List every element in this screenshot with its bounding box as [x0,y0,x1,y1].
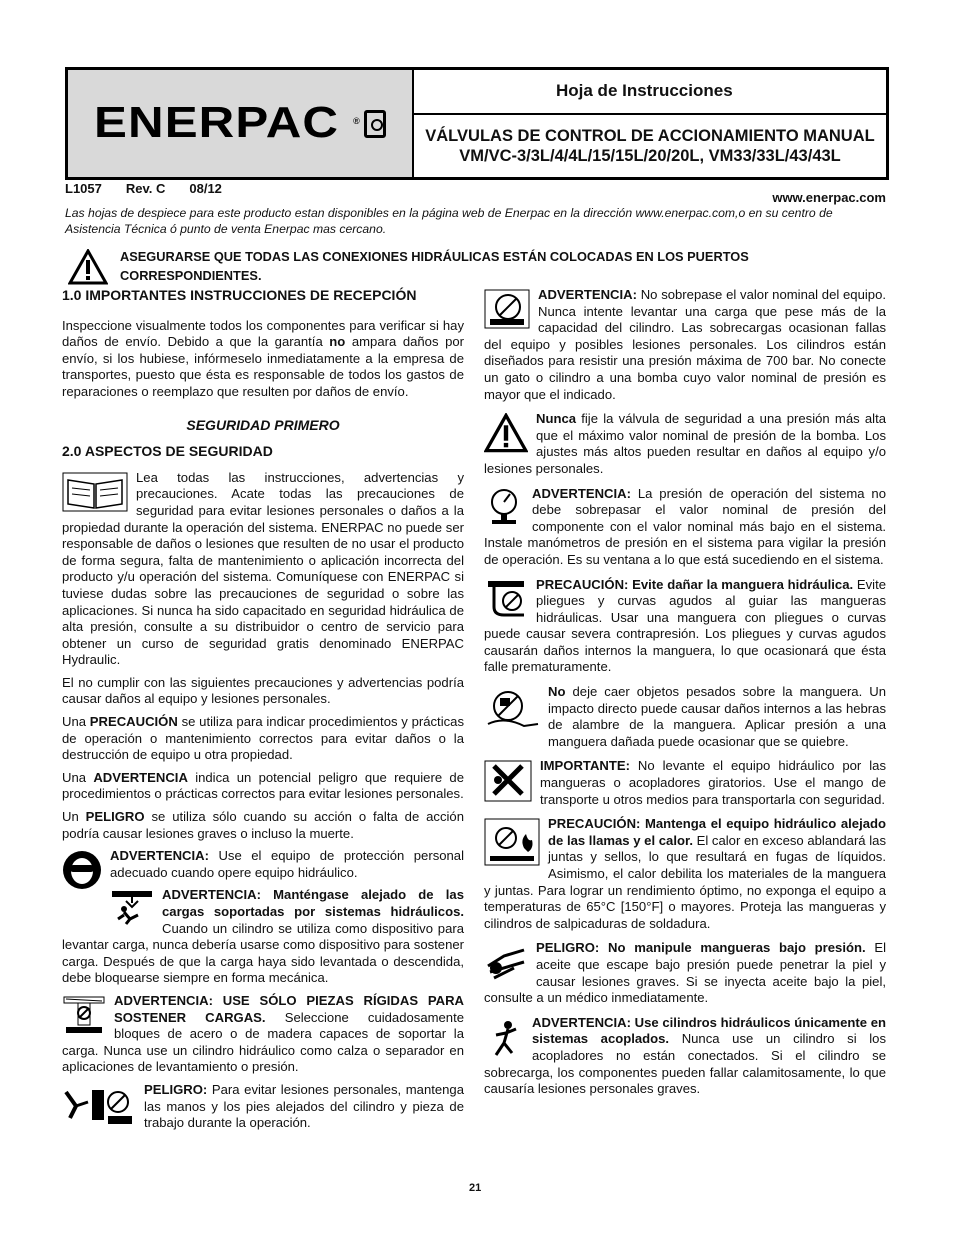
safety-text: Lea todas las instrucciones, advertencias y precauciones. Acate todas las precauciones de seguridad para evitar lesiones personales o daños a la propiedad durante la operación del sistema. ENERPAC no puede ser responsable de daños o lesiones que resulten de no usar el producto de forma segura, falta de mantenimiento o aplicación incorrecta del producto y/u operación del sistema. Comuníquese con ENERPAC si tuviese dudas sobre las precauciones de seguridad o sobre las aplicaciones. Si nunca ha sido capacitado en seguridad hidráulica de alta presión, consulte a su distribuidor o centro de servicio para obtener un curso de seguridad gratis denominado ENERPAC Hydraulic. [62,469,464,668]
doc-type: Hoja de Instrucciones [414,70,886,115]
danger-pressurized-hose: PELIGRO: No manipule mangueras bajo presión. El aceite que escape bajo presión puede penetrar la piel y causar lesiones graves. Si se inyecta aceite bajo la piel, consulte a un médico inmediatamente. [484,940,887,1006]
falling-load-icon [110,889,154,925]
manual-book-icon [62,472,128,512]
header [65,67,889,180]
safety-first: SEGURIDAD PRIMERO [186,416,340,433]
warning-triangle-icon [484,413,528,453]
receiving-text: Inspeccione visualmente todos los componentes para verificar si hay daños de envío. Debido a que la garantía no ampara daños por envío, si los hubiese, infórmeselo inmediatamente a la empresa de transportes, puesto que ésta es responsable de todos los gastos de reparaciones o reemplazo que resulten por daños de envío. [62,317,464,399]
rigid-support-icon [62,995,106,1035]
danger-hands-feet: PELIGRO: Para evitar lesiones personales, mantenga las manos y los pies alejados del cilindro y pieza de trabajo durante la operación. [62,1082,464,1132]
warning-definition: Una ADVERTENCIA indica un potencial peligro que requiere de procedimientos o prácticas correctos para evitar lesiones personales. [62,769,464,802]
logo-box [68,70,414,177]
danger-definition: Un PELIGRO se utiliza sólo cuando su acción o falta de acción podría causar lesiones graves o incluso la muerte. [62,809,464,841]
doc-title: VÁLVULAS DE CONTROL DE ACCIONAMIENTO MANUAL VM/VC-3/3L/4/4L/15/15L/20/20L, VM33/33L/43/43L [425,127,875,165]
top-warning: ASEGURARSE QUE TODAS LAS CONEXIONES HIDRÁULICAS ESTÁN COLOCADAS EN LOS PUERTOS CORRESPONDIENTES. [120,249,749,283]
never-relief-valve: Nunca fije la válvula de seguridad a una presión más alta que el máximo valor nominal de presión de la bomba. Los ajustes más altos pueden resultar en daños al equipo y/o lesiones personales. [484,411,886,476]
no-heavy-objects: No deje caer objetos pesados sobre la manguera. Un impacto directo puede causar daños internos a las hebras de alambre de la manguera. Aplicar presión a una manguera dañada puede ocasionar que se quiebre. [484,684,886,750]
website: www.enerpac.com [772,190,886,205]
protective-goggles-icon [62,850,102,890]
right-column [484,287,886,1104]
warning-coupled-systems: ADVERTENCIA: Use cilindros hidráulicos únicamente en sistemas acoplados. Nunca use un cilindro si los acopladores no están conectados. Si el cilindro se sobrecarga, los componentes pueden fallar calamitosamente, lo que causaría lesiones personales graves. [484,1014,886,1097]
warning-supported-loads: ADVERTENCIA: Manténgase alejado de las cargas soportadas por sistemas hidráulicos. Cuando un cilindro se utiliza como dispositivo para levantar carga, nunca debería usarse como dispositivo para sostener carga. Después de que la carga haya sido levantada o descendida, debe bloquearse siempre en forma mecánica. [62,887,464,986]
overload-icon [484,289,530,329]
hose-kink-icon [484,579,528,619]
pressure-gauge-icon [484,488,524,526]
oil-injection-icon [484,942,528,982]
warning-pressure: ADVERTENCIA: La presión de operación del sistema no debe sobrepasar el valor nominal de presión del componente con el valor nominal más bajo en el sistema. Instale manómetros de presión en el sistema para vigilar la presión de operación. Es su ventana a lo que está sucediendo en el sistema. [484,485,886,567]
safety-text-2: El no cumplir con las siguientes precauciones y advertencias podría causar daños al equipo y lesiones personales. [62,674,464,707]
warning-rigid-parts: ADVERTENCIA: USE SÓLO PIEZAS RÍGIDAS PARA SOSTENER CARGAS. Seleccione cuidadosamente bloques de acero o de madera capaces de soportar la carga. Nunca use un cilindro hidráulico como calza o separador en aplicaciones de levantamiento o presión. [62,992,465,1075]
logo-mark-icon [364,110,386,138]
logo-text: ENERPAC [94,98,340,148]
enerpac-logo: ENERPAC ® [94,110,386,138]
title-box [414,70,886,177]
section-2-heading: 2.0 ASPECTOS DE SEGURIDAD [62,443,273,460]
doc-meta: L1057 Rev. C 08/12 [65,181,222,196]
warning-triangle-icon [68,249,108,285]
parts-note: Las hojas de despiece para este producto estan disponibles en la página web de Enerpac en la dirección www.enerpac.com,o en su centro de Asistencia Técnica ó punto de venta Enerpac mas cercano. [65,206,833,236]
no-lift-by-hose-icon [484,760,532,802]
hose-impact-icon [484,686,540,732]
warning-ppe: ADVERTENCIA: Use el equipo de protección personal adecuado cuando opere equipo hidráulico. [62,848,464,881]
caution-definition: Una PRECAUCIÓN se utiliza para indicar procedimientos y prácticas de operación o mantenimiento correctos para evitar daños o la destrucción de equipo u otra propiedad. [62,714,464,763]
hand-crush-icon [62,1084,136,1126]
caution-heat: PRECAUCIÓN: Mantenga el equipo hidráulico alejado de las llamas y el calor. El calor en exceso ablandará las juntas y sellos, lo que resultará en fugas de líquidos. Asimismo, el calor debilita los materiales de la manguera y juntas. Para lograr un rendimiento óptimo, no exponga el equipo a temperaturas de 65°C [150°F] o mayores. Proteja las mangueras y cilindros de salpicaduras de soldadura. [484,816,886,931]
falling-person-icon [484,1017,524,1061]
left-column [62,287,464,1138]
caution-hose-damage: PRECAUCIÓN: Evite dañar la manguera hidráulica. Evite pliegues y curvas agudos al guiar las mangueras hidráulicas. Usar una manguera con pliegues o curvas puede causar severa contrapresión. Los pliegues y curvas agudos causarán daños internos la manguera, lo que ocasionará que ésta falle prematuramente. [484,576,887,675]
important-no-lift-by-hose: IMPORTANTE: No levante el equipo hidráulico por las mangueras o acopladores giratorios. Use el mango de transporte u otros medios para transportarla con seguridad. [484,758,886,808]
section-1-heading: 1.0 IMPORTANTES INSTRUCCIONES DE RECEPCIÓN [62,287,417,303]
warning-overload: ADVERTENCIA: No sobrepase el valor nominal del equipo. Nunca intente levantar una carga que pese más de la capacidad del cilindro. Las sobrecargas ocasionan fallas del equipo y posibles lesiones personales. Los cilindros están diseñados para resistir una presión máxima de 700 bar. No conecte un gato o cilindro a una bomba cuyo valor nominal de presión es mayor que el indicado. [484,287,886,402]
flame-heat-icon [484,818,540,866]
page-number: 21 [469,1182,482,1194]
